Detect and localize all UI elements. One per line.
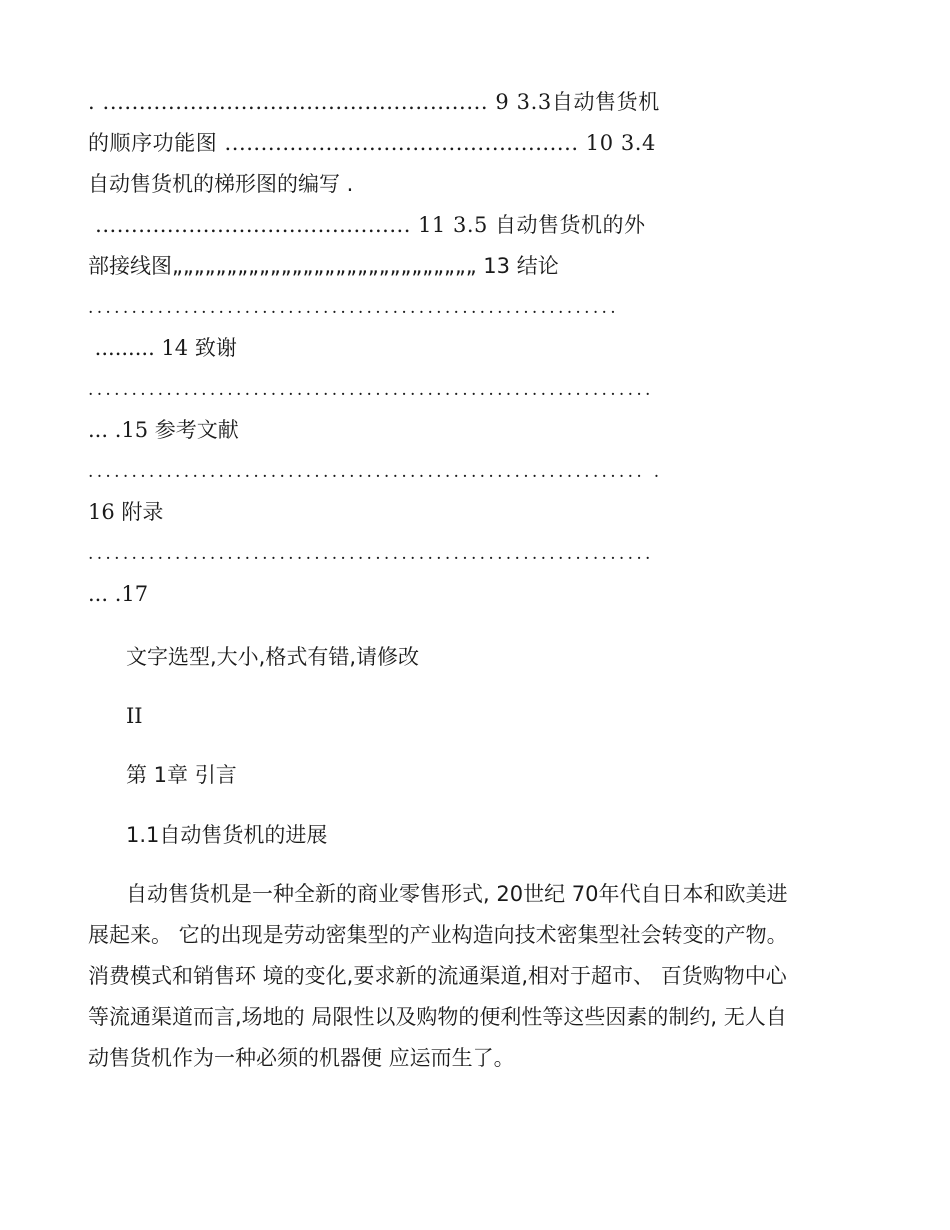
toc-line: ......... 14 致谢 (88, 336, 237, 360)
toc-line: 部接线图„„„„„„„„„„„„„„„„„„„„„„„„„„„„ 13 结论 (88, 254, 559, 278)
section-title: 1.1自动售货机的进展 (126, 823, 328, 847)
toc-line: 自动售货机的梯形图的编写 . (88, 172, 354, 196)
toc-line: ... .17 (88, 582, 149, 606)
paragraph-line: 自动售货机是一种全新的商业零售形式, 20世纪 70年代自日本和欧美进 (126, 882, 788, 906)
toc-line: 的顺序功能图 ................................................. 10 3.4 (88, 131, 656, 155)
paragraph-line: 展起来。 它的出现是劳动密集型的产业构造向技术密集型社会转变的产物。 (88, 923, 788, 947)
toc-dot-leader: ............................................................. (88, 298, 619, 318)
toc-line: . ..................................................... 9 3.3自动售货机 (88, 90, 660, 114)
toc-line: ............................................ 11 3.5 自动售货机的外 (88, 213, 646, 237)
paragraph-line: 消费模式和销售环 境的变化,要求新的流通渠道,相对于超市、 百货购物中心 (88, 964, 787, 988)
toc-line: ... .15 参考文献 (88, 418, 239, 442)
toc-dot-leader: ................................................................. (88, 380, 654, 400)
chapter-title: 第 1章 引言 (126, 763, 237, 787)
toc-line: 16 附录 (88, 500, 164, 524)
page-number: II (126, 704, 143, 728)
editor-note: 文字选型,大小,格式有错,请修改 (126, 645, 420, 669)
paragraph-line: 动售货机作为一种必须的机器便 应运而生了。 (88, 1046, 515, 1070)
toc-dot-leader: ................................................................. (88, 544, 654, 564)
paragraph-line: 等流通渠道而言,场地的 局限性以及购物的便利性等这些因素的制约, 无人自 (88, 1005, 787, 1029)
toc-dot-leader: ................................................................ . (88, 462, 663, 482)
